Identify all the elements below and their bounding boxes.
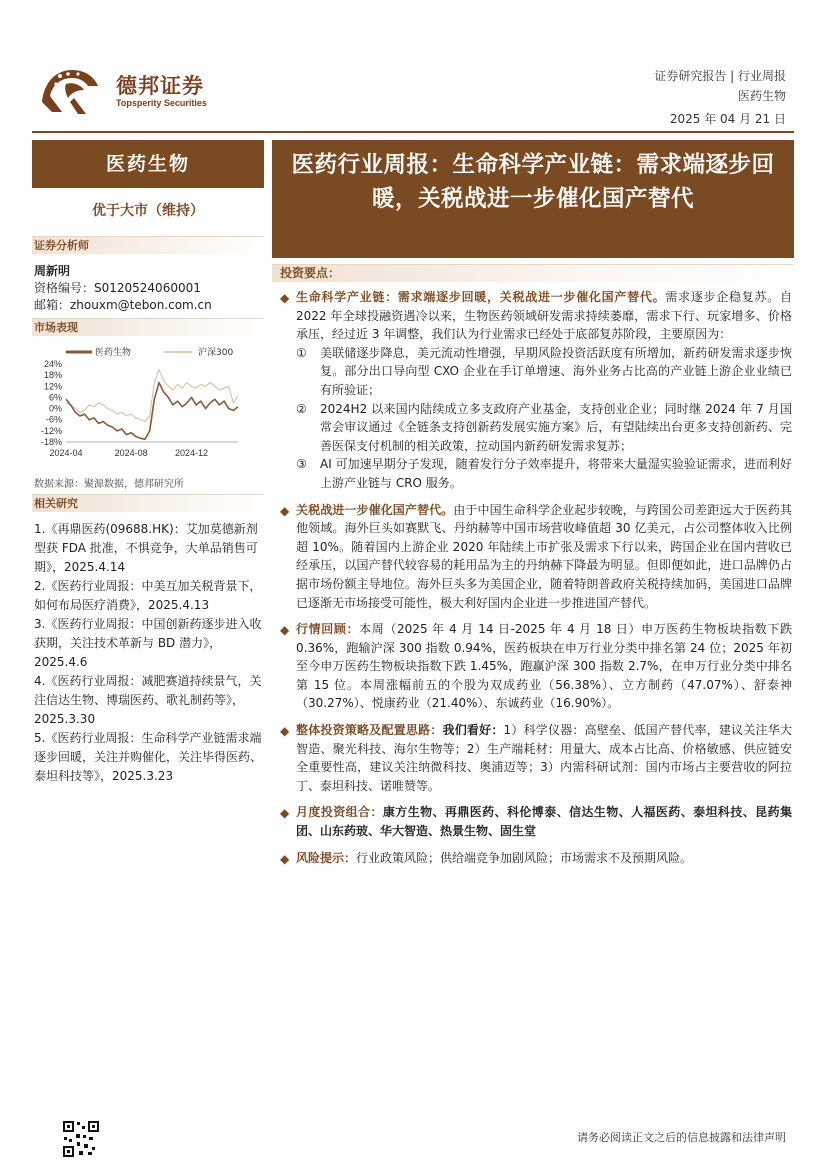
- sub-point-text: 2024H2 以来国内陆续成立多支政府产业基金，支持创业企业；同时继 2024 年 7 月国常会审议通过《全链条支持创新药发展实施方案》后，有望陆续出台更多支持创新药、完善医保支付机制的相关政策，拉动国内新药研发需求复苏；: [320, 401, 792, 453]
- related-item[interactable]: 3.《医药行业周报：中国创新药逐步进入收获期，关注技术革新与 BD 潜力》，2025.4.6: [34, 617, 262, 669]
- point-text: 1）科学仪器：高壁垒、低国产替代率，建议关注华大智造、聚光科技、海尔生物等；2）生产端耗材：用量大、成本占比高、价格敏感、供应链安全重要性高，建议关注纳微科技、奥浦迈等；3）内需科研试剂：国内市场占主要营收的阿拉丁、泰坦科技、诺唯赞等。: [296, 723, 792, 793]
- analyst-heading: 证券分析师: [32, 236, 264, 254]
- point-text: 由于中国生命科学企业起步较晚，与跨国公司差距远大于医药其他领域。海外巨头如赛默飞、丹纳赫等中国市场营收峰值超 30 亿美元，占公司整体收入比例超 10%。随着国内上游企业 2020 年陆续上市扩张及需求下行以来，跨国企业在国内营收已经承压，以国产替代较容易的耗用品为主的丹纳赫下降最为明显。但即便如此，进口品牌仍占据市场份额主导地位。海外巨头多为美国企业，随着特朗普政府关税持续加码，美国进口品牌已逐渐无市场接受可能性，极大利好国内企业进一步推进国产替代。: [296, 502, 792, 610]
- point-text: 康方生物、再鼎医药、科伦博泰、信达生物、人福医药、泰坦科技、昆药集团、山东药玻、华大智造、热景生物、固生堂: [296, 805, 792, 839]
- diamond-bullet-icon: ◆: [280, 724, 290, 739]
- point-lead: 月度投资组合：: [296, 805, 383, 820]
- diamond-bullet-icon: ◆: [280, 806, 290, 821]
- analyst-license: 资格编号：S0120524060001: [34, 281, 201, 295]
- header-divider: [32, 131, 794, 133]
- sub-point-text: AI 可加速早期分子发现，随着发行分子效率提升，将带来大量湿实验验证需求，进而利好上游产业链与 CRO 服务。: [320, 457, 792, 490]
- related-research-list: [34, 520, 264, 786]
- sub-point-number: ①: [296, 345, 307, 360]
- point-text: 行业政策风险；供给端竞争加剧风险；市场需求不及预期风险。: [356, 850, 693, 865]
- sector-label: 医药生物: [32, 140, 264, 188]
- x-tick-label: 2024-04: [49, 448, 83, 458]
- analyst-email: 邮箱：zhouxm@tebon.com.cn: [34, 298, 212, 312]
- point-lead: 整体投资策略及配置思路：: [296, 723, 443, 738]
- related-item[interactable]: 5.《医药行业周报：生命科学产业链需求端逐步回暖，关注并购催化，关注毕得医药、泰坦科技等》，2025.3.23: [34, 731, 263, 783]
- sub-point: [296, 400, 792, 456]
- report-date: 2025 年 04 月 21 日: [669, 112, 786, 126]
- chart-y-axis: [41, 359, 238, 447]
- sub-point: [296, 455, 792, 492]
- point-market-review: [278, 620, 792, 713]
- x-tick-label: 2024-08: [114, 448, 148, 458]
- point-lead: 生命科学产业链：需求端逐步回暖，关税战进一步催化国产替代。: [296, 290, 666, 304]
- point-text: 需求逐步企稳复苏。自 2022 年全球投融资遇冷以来，生物医药领域研发需求持续萎靡，需求下行、玩家增多、价格承压，经过近 3 年调整，我们认为行业需求已经处于底部复苏阶段，主要原因为：: [296, 290, 792, 342]
- market-heading: 市场表现: [32, 318, 264, 336]
- y-tick-label: -6%: [45, 414, 62, 425]
- diamond-bullet-icon: ◆: [280, 291, 290, 305]
- legend-label-series-2: 沪深300: [198, 348, 234, 358]
- rating-label: 优于大市（维持）: [92, 203, 204, 219]
- point-strategy: [278, 721, 792, 795]
- y-tick-label: 0%: [48, 403, 62, 414]
- point-lead: 关税战进一步催化国产替代。: [296, 502, 454, 517]
- qr-code-icon[interactable]: [62, 1120, 100, 1158]
- point-lead: 行情回顾：: [296, 622, 360, 637]
- chart-x-axis: [49, 448, 208, 458]
- legal-disclaimer: 请务必阅读正文之后的信息披露和法律声明: [577, 1131, 786, 1144]
- related-item[interactable]: 1.《再鼎医药(09688.HK)：艾加莫德新剂型获 FDA 批准，不惧竞争，大单品销售可期》，2025.4.14: [34, 522, 258, 574]
- analyst-name: 周新明: [34, 264, 71, 278]
- report-body: [278, 288, 792, 875]
- chart-source: 数据来源：聚源数据，德邦研究所: [34, 479, 184, 490]
- point-risk: [278, 849, 792, 868]
- point-text: 本周（2025 年 4 月 14 日-2025 年 4 月 18 日）申万医药生物板块指数下跌 0.36%，跑输沪深 300 指数 0.94%，医药板块在申万行业分类中排名第 24 位；2025 年初至今申万医药生物板块指数下跌 1.45%，跑赢沪深 300 指数 2.7%，在申万行业分类中排名第 15 位。本周涨幅前五的个股为双成药业（56.38%）、立方制药（47.07%）、舒泰神（30.27%）、悦康药业（21.40%）、东诚药业（16.90%）。: [296, 622, 792, 711]
- related-item[interactable]: 4.《医药行业周报：减肥赛道持续景气，关注信达生物、博瑞医药、歌礼制药等》，2025.3.30: [34, 674, 262, 726]
- diamond-bullet-icon: ◆: [280, 851, 290, 866]
- logo-text-cn: 德邦证券: [116, 74, 204, 98]
- leopard-logo-icon: [38, 62, 102, 118]
- chart-canvas: [32, 340, 264, 470]
- y-tick-label: 12%: [43, 381, 62, 392]
- related-item[interactable]: 2.《医药行业周报：中美互加关税背景下，如何布局医疗消费》，2025.4.13: [34, 579, 262, 612]
- market-performance-chart: [32, 340, 264, 470]
- report-type-block: [654, 66, 786, 106]
- y-tick-label: 24%: [43, 359, 62, 369]
- point-lead: 风险提示：: [296, 850, 357, 865]
- point-life-science: [278, 288, 792, 493]
- point-emphasis: 我们看好：: [442, 723, 504, 738]
- y-tick-label: 18%: [43, 370, 62, 381]
- sub-point-number: ③: [296, 457, 307, 472]
- point-portfolio: [278, 803, 792, 840]
- chart-series: [66, 370, 238, 440]
- sector-tag: 医药生物: [737, 89, 786, 103]
- diamond-bullet-icon: ◆: [280, 623, 290, 638]
- logo-text-en: Topsperity Securities: [116, 98, 207, 108]
- y-tick-label: -18%: [40, 437, 62, 447]
- sub-point-text: 美联储逐步降息，美元流动性增强，早期风险投资活跃度有所增加，新药研发需求逐步恢复。部分出口导向型 CXO 企业在手订单增速、海外业务占比高的产业链上游企业业绩已有所验证；: [320, 345, 792, 397]
- sub-point: [296, 344, 792, 400]
- company-logo: [38, 62, 218, 118]
- investment-points-heading: 投资要点：: [272, 264, 794, 282]
- legend-label-series-1: 医药生物: [95, 348, 132, 358]
- y-tick-label: 6%: [48, 392, 62, 403]
- x-tick-label: 2024-12: [174, 448, 209, 458]
- y-tick-label: -12%: [40, 425, 62, 436]
- report-type: 证券研究报告 | 行业周报: [654, 69, 786, 83]
- series-line-1: [66, 383, 238, 440]
- point-tariff: [278, 501, 792, 613]
- sub-point-number: ②: [296, 401, 307, 416]
- related-heading: 相关研究: [32, 494, 264, 512]
- report-title: 医药行业周报：生命科学产业链：需求端逐步回暖，关税战进一步催化国产替代: [272, 140, 794, 258]
- diamond-bullet-icon: ◆: [280, 503, 290, 518]
- chart-legend: [66, 346, 233, 358]
